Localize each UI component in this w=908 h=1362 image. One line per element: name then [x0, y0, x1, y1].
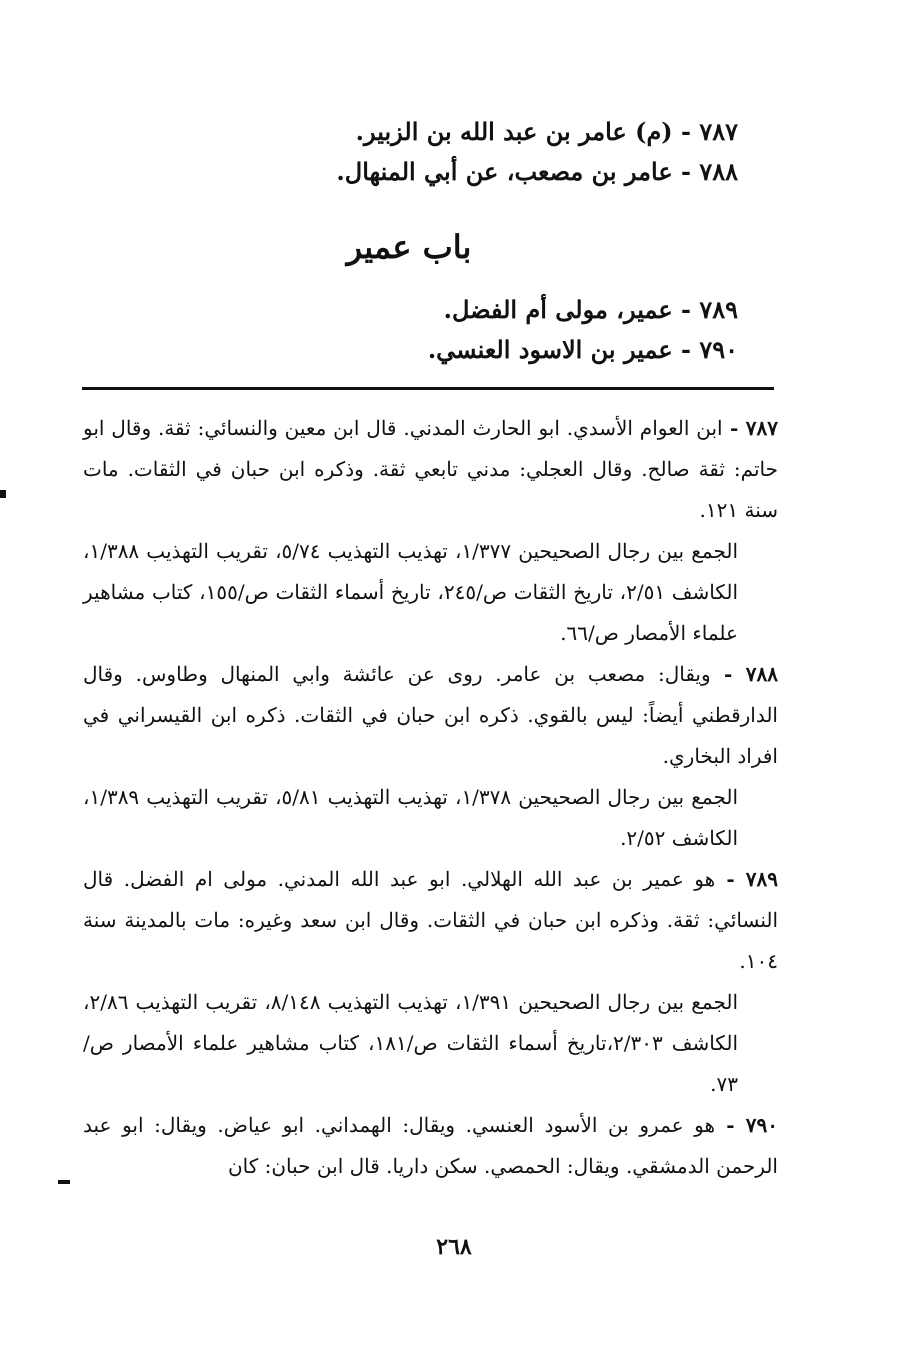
footnote-number: ٧٨٧ -	[722, 416, 778, 440]
footnote-787	[83, 408, 778, 531]
footnote-references: الجمع بين رجال الصحيحين ١/٣٧٨، تهذيب التهذيب ٥/٨١، تقريب التهذيب ١/٣٨٩، الكاشف ٢/٥٢.	[83, 785, 738, 850]
footnote-number: ٧٨٨ -	[710, 662, 778, 686]
footnote-text: هو عمرو بن الأسود العنسي. ويقال: الهمداني. ابو عياض. ويقال: ابو عبد الرحمن الدمشقي. ويقال: الحمصي. سكن داريا. قال ابن حبان: كان	[83, 1113, 778, 1178]
footnote-divider	[82, 387, 774, 390]
margin-mark	[0, 490, 6, 498]
entry-790: ٧٩٠ - عمير بن الاسود العنسي.	[427, 335, 738, 364]
footnote-788	[83, 654, 778, 777]
margin-mark	[58, 1180, 70, 1184]
entry-787: ٧٨٧ - (م) عامر بن عبد الله بن الزبير.	[355, 117, 738, 146]
footnote-references: الجمع بين رجال الصحيحين ١/٣٧٧، تهذيب التهذيب ٥/٧٤، تقريب التهذيب ١/٣٨٨، الكاشف ٢/٥١، تاريخ الثقات ص/٢٤٥، تاريخ أسماء الثقات ص/١٥٥، كتاب مشاهير علماء الأمصار ص/٦٦.	[83, 539, 739, 645]
footnote-789	[83, 859, 778, 982]
chapter-title: باب عمير	[346, 228, 472, 266]
footnote-references: الجمع بين رجال الصحيحين ١/٣٩١، تهذيب التهذيب ٨/١٤٨، تقريب التهذيب ٢/٨٦، الكاشف ٢/٣٠٣،تاريخ أسماء الثقات ص/١٨١، كتاب مشاهير علماء الأمصار ص/٧٣.	[83, 990, 739, 1096]
footnote-number: ٧٩٠ -	[715, 1113, 779, 1137]
entry-789: ٧٨٩ - عمير، مولى أم الفضل.	[443, 295, 738, 324]
footnote-number: ٧٨٩ -	[715, 867, 778, 891]
footnote-text: ابن العوام الأسدي. ابو الحارث المدني. قال ابن معين والنسائي: ثقة. وقال ابو حاتم: ثقة صالح. وقال العجلي: مدني تابعي ثقة. وذكره ابن حبان في الثقات. مات سنة ١٢١.	[83, 416, 778, 522]
entry-788: ٧٨٨ - عامر بن مصعب، عن أبي المنهال.	[336, 157, 738, 186]
footnote-text: هو عمير بن عبد الله الهلالي. ابو عبد الله المدني. مولى ام الفضل. قال النسائي: ثقة. وذكره ابن حبان في الثقات. وقال ابن سعد وغيره: مات بالمدينة سنة ١٠٤.	[83, 867, 779, 973]
footnotes	[83, 408, 778, 1187]
footnote-790	[83, 1105, 778, 1187]
page-number: ٢٦٨	[436, 1234, 472, 1260]
footnote-text: ويقال: مصعب بن عامر. روى عن عائشة وابي المنهال وطاوس. وقال الدارقطني أيضاً: ليس بالقوي. ذكره ابن حبان في الثقات. ذكره ابن القيسراني في افراد البخاري.	[83, 662, 778, 768]
